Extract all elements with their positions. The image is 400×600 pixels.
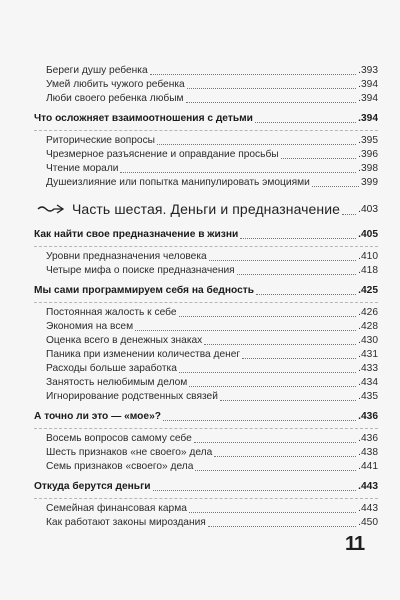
entry-title: Восемь вопросов самому себе (46, 433, 192, 444)
entry-title: Чрезмерное разъяснение и оправдание просьбы (46, 149, 279, 160)
entry-page: .430 (358, 335, 378, 346)
entry-page: .394 (358, 113, 378, 124)
dot-leader (237, 273, 357, 275)
entry-page: .436 (358, 433, 378, 444)
entry-title: Умей любить чужого ребенка (46, 79, 185, 90)
entry-title: Четыре мифа о поиске предназначения (46, 265, 235, 276)
dot-leader (187, 87, 356, 89)
entry-page: .431 (358, 349, 378, 360)
dot-leader (163, 419, 356, 421)
dot-leader (204, 343, 356, 345)
part-heading[interactable] (34, 198, 378, 220)
entry-page: .433 (358, 363, 378, 374)
toc-entry[interactable] (34, 390, 378, 404)
dot-leader (135, 329, 356, 331)
entry-title: Чтение морали (46, 163, 119, 174)
chapter-entry[interactable] (34, 480, 378, 494)
entry-title: Люби своего ребенка любым (46, 93, 184, 104)
toc-entry[interactable] (34, 502, 378, 516)
entry-page: 399 (361, 177, 378, 188)
entry-page: .426 (358, 307, 378, 318)
section-divider (34, 498, 378, 499)
arrow-icon (36, 202, 66, 216)
entry-page: .441 (358, 461, 378, 472)
entry-page: .443 (358, 481, 378, 492)
entry-page: .450 (358, 517, 378, 528)
dot-leader (120, 171, 356, 173)
entry-title: Откуда берутся деньги (34, 481, 151, 492)
entry-title: Паника при изменении количества денег (46, 349, 241, 360)
dot-leader (194, 441, 356, 443)
toc-entry[interactable] (34, 446, 378, 460)
toc-entry[interactable] (34, 148, 378, 162)
toc-entry[interactable] (34, 162, 378, 176)
entry-page: .443 (358, 503, 378, 514)
chapter-entry[interactable] (34, 228, 378, 242)
entry-title: Мы сами программируем себя на бедность (34, 285, 255, 296)
dot-leader (179, 315, 357, 317)
entry-title: Экономия на всем (46, 321, 134, 332)
chapter-entry[interactable] (34, 284, 378, 298)
entry-page: .418 (358, 265, 378, 276)
entry-page: .436 (358, 411, 378, 422)
dot-leader (189, 385, 356, 387)
table-of-contents (34, 64, 378, 530)
entry-page: .398 (358, 163, 378, 174)
dot-leader (209, 259, 356, 261)
dot-leader (342, 214, 356, 215)
dot-leader (242, 357, 356, 359)
section-divider (34, 302, 378, 303)
entry-page: .405 (358, 229, 378, 240)
entry-title: Оценка всего в денежных знаках (46, 335, 203, 346)
entry-page: .434 (358, 377, 378, 388)
entry-title: Береги душу ребенка (46, 65, 148, 76)
toc-entry[interactable] (34, 306, 378, 320)
entry-title: Занятость нелюбимым делом (46, 377, 188, 388)
entry-title: Риторические вопросы (46, 135, 155, 146)
dot-leader (312, 185, 359, 187)
dot-leader (220, 399, 356, 401)
part-title: Часть шестая. Деньги и предназначение (72, 201, 341, 217)
toc-entry[interactable] (34, 78, 378, 92)
dot-leader (189, 511, 356, 513)
toc-entry[interactable] (34, 264, 378, 278)
entry-title: Что осложняет взаимоотношения с детьми (34, 113, 253, 124)
dot-leader (240, 237, 356, 239)
toc-entry[interactable] (34, 134, 378, 148)
dot-leader (208, 525, 356, 527)
entry-page: .425 (358, 285, 378, 296)
dot-leader (256, 293, 356, 295)
toc-entry[interactable] (34, 460, 378, 474)
entry-page: .410 (358, 251, 378, 262)
entry-page: .394 (358, 93, 378, 104)
entry-page: .428 (358, 321, 378, 332)
entry-title: Постоянная жалость к себе (46, 307, 177, 318)
entry-title: Семейная финансовая карма (46, 503, 187, 514)
entry-page: .395 (358, 135, 378, 146)
entry-title: А точно ли это — «мое»? (34, 411, 161, 422)
dot-leader (281, 157, 357, 159)
toc-entry[interactable] (34, 516, 378, 530)
entry-title: Игнорирование родственных связей (46, 391, 218, 402)
chapter-entry[interactable] (34, 112, 378, 126)
entry-title: Уровни предназначения человека (46, 251, 207, 262)
dot-leader (255, 121, 356, 123)
section-divider (34, 130, 378, 131)
section-divider (34, 246, 378, 247)
toc-entry[interactable] (34, 334, 378, 348)
entry-page: .435 (358, 391, 378, 402)
section-divider (34, 428, 378, 429)
dot-leader (157, 143, 356, 145)
dot-leader (153, 489, 357, 491)
entry-title: Расходы больше заработка (46, 363, 177, 374)
toc-entry[interactable] (34, 376, 378, 390)
entry-page: .393 (358, 65, 378, 76)
toc-entry[interactable] (34, 362, 378, 376)
entry-page: .394 (358, 79, 378, 90)
toc-entry[interactable] (34, 432, 378, 446)
entry-title: Как работают законы мироздания (46, 517, 206, 528)
entry-title: Как найти свое предназначение в жизни (34, 229, 239, 240)
dot-leader (195, 469, 356, 471)
toc-entry[interactable] (34, 176, 378, 190)
page-number: 11 (345, 533, 365, 555)
toc-entry[interactable] (34, 320, 378, 334)
entry-title: Шесть признаков «не своего» дела (46, 447, 213, 458)
entry-page: .438 (358, 447, 378, 458)
chapter-entry[interactable] (34, 410, 378, 424)
entry-title: Душеизлияние или попытка манипулировать эмоциями (46, 177, 310, 188)
toc-entry[interactable] (34, 348, 378, 362)
entry-title: Семь признаков «своего» дела (46, 461, 194, 472)
toc-entry[interactable] (34, 250, 378, 264)
part-page: .403 (358, 203, 378, 215)
dot-leader (214, 455, 356, 457)
entry-page: .396 (358, 149, 378, 160)
dot-leader (179, 371, 356, 373)
toc-entry[interactable] (34, 92, 378, 106)
toc-entry[interactable] (34, 64, 378, 78)
dot-leader (150, 73, 357, 75)
dot-leader (186, 101, 357, 103)
